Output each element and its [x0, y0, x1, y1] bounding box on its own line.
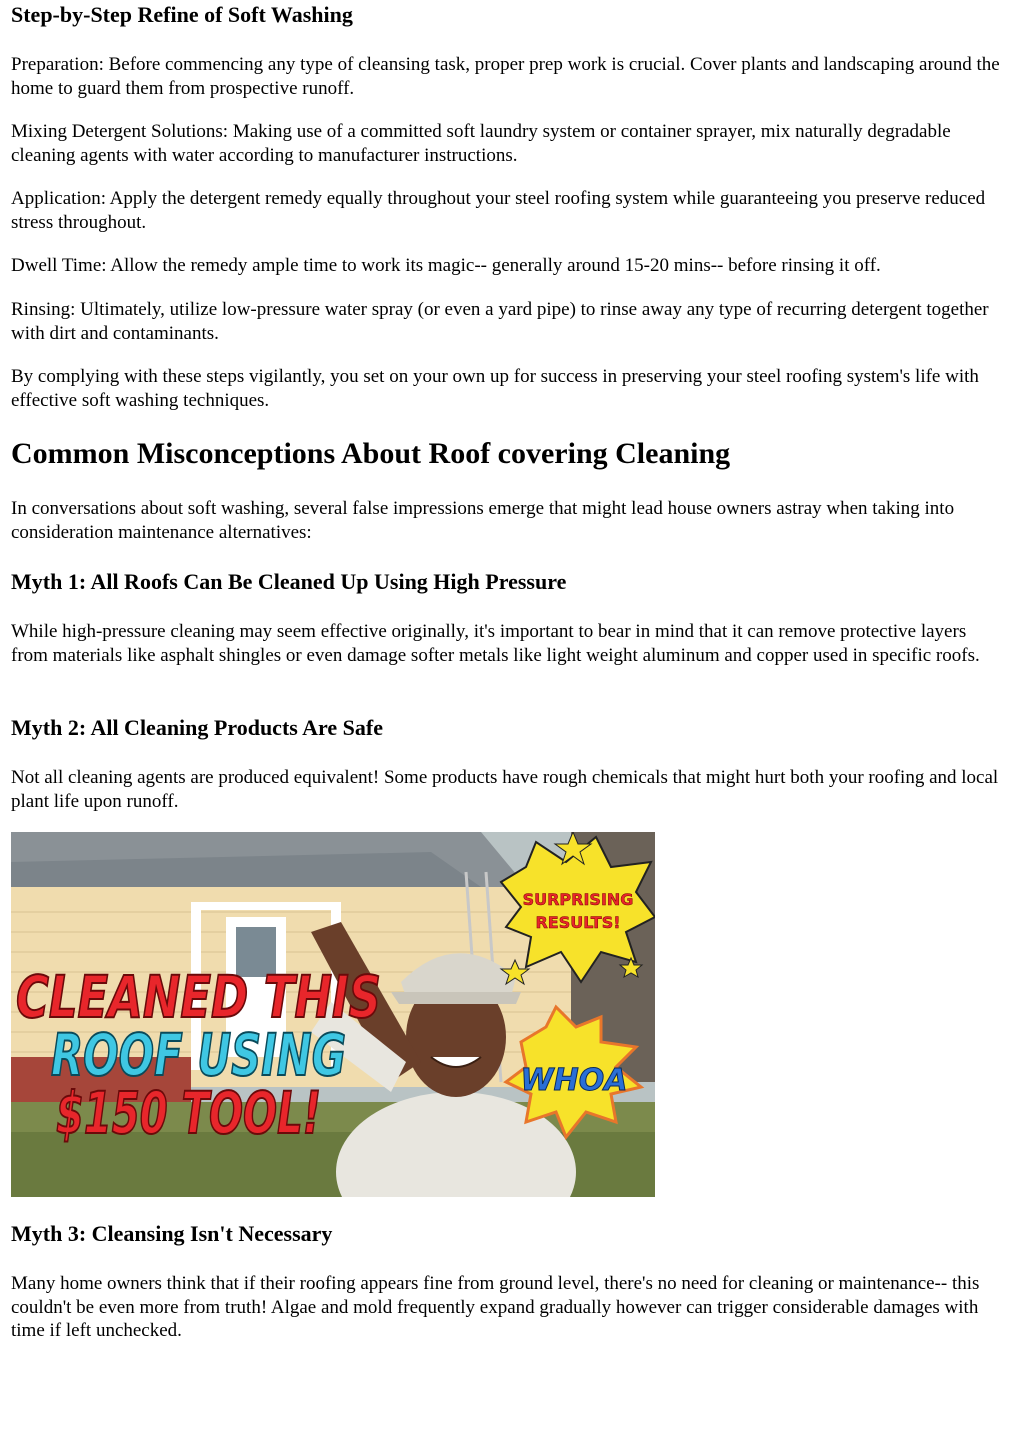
paragraph-conclusion: By complying with these steps vigilantly, you set on your own up for success in preserving your steel roofing system's life with effective soft washing techniques. [11, 366, 979, 411]
burst-text-line2: RESULTS! [535, 913, 621, 932]
section-heading-soft-washing-steps: Step-by-Step Refine of Soft Washing [11, 2, 353, 27]
section-heading-misconceptions: Common Misconceptions About Roof covering Cleaning [11, 437, 731, 470]
paragraph-preparation: Preparation: Before commencing any type of cleansing task, proper prep work is crucial. Cover plants and landscaping around the home to guard them from prospective runoff. [11, 54, 1000, 99]
whoa-text: WHOA [520, 1063, 628, 1098]
myth-1-heading: Myth 1: All Roofs Can Be Cleaned Up Using High Pressure [11, 569, 567, 594]
headline-line2: ROOF USING [51, 1021, 346, 1089]
myth-2-heading: Myth 2: All Cleaning Products Are Safe [11, 715, 383, 740]
paragraph-mixing-detergent: Mixing Detergent Solutions: Making use of a committed soft laundry system or container sprayer, mix naturally degradable cleaning agents with water according to manufacturer instructions. [11, 121, 951, 166]
thumbnail-illustration [11, 832, 655, 1197]
roof-cleaning-thumbnail-image [11, 832, 655, 1197]
headline-line3: $150 TOOL! [56, 1079, 321, 1147]
paragraph-dwell-time: Dwell Time: Allow the remedy ample time to work its magic-- generally around 15-20 mins-- before rinsing it off. [11, 255, 881, 276]
myth-3-text: Many home owners think that if their roofing appears fine from ground level, there's no need for cleaning or maintenance-- this couldn't be even more from truth! Algae and mold frequently expand gradually however can trigger considerable damages with time if left unchecked. [11, 1273, 980, 1341]
headline-line1: CLEANED THIS [16, 963, 381, 1031]
paragraph-rinsing: Rinsing: Ultimately, utilize low-pressure water spray (or even a yard pipe) to rinse away any type of recurring detergent together with dirt and contaminants. [11, 299, 989, 344]
myth-2-text: Not all cleaning agents are produced equivalent! Some products have rough chemicals that might hurt both your roofing and local plant life upon runoff. [11, 767, 999, 812]
burst-text-line1: SURPRISING [522, 890, 634, 909]
paragraph-misconceptions-intro: In conversations about soft washing, several false impressions emerge that might lead house owners astray when taking into consideration maintenance alternatives: [11, 498, 955, 543]
myth-3-heading: Myth 3: Cleansing Isn't Necessary [11, 1221, 333, 1246]
paragraph-application: Application: Apply the detergent remedy equally throughout your steel roofing system while guaranteeing you preserve reduced stress throughout. [11, 188, 986, 233]
myth-1-text: While high-pressure cleaning may seem effective originally, it's important to bear in mind that it can remove protective layers from materials like asphalt shingles or even damage softer metals like light weight aluminum and copper used in specific roofs. [11, 621, 980, 666]
